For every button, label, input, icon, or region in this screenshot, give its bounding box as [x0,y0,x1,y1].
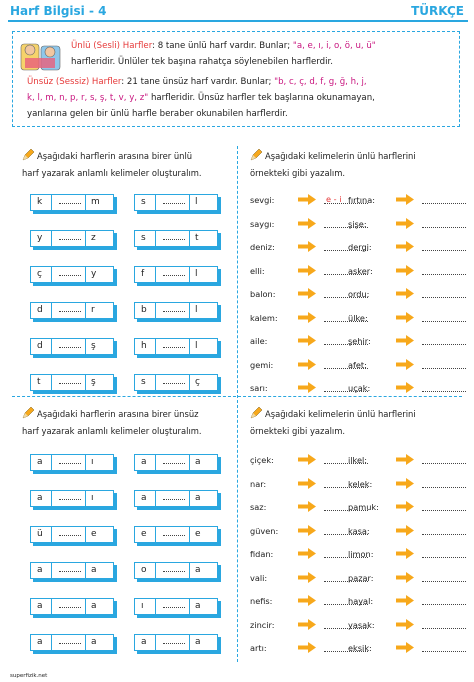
tile-separator [189,231,190,246]
tile-letter-right: e [195,529,201,539]
info-line-4: k, l, m, n, p, r, s, ş, t, v, y, z" harfleridir. Ünsüz harfler tek başlarına okunamayan, [27,93,375,103]
tile-letter-left: d [37,305,43,315]
pencil-icon [22,407,34,419]
word-label: ilkel: [348,455,368,465]
answer-blank[interactable] [422,297,466,298]
tile-separator [155,455,156,470]
word-row [348,526,468,540]
tile-separator [189,303,190,318]
tile-letter-right: z [91,233,96,243]
pencil-icon [22,149,34,161]
answer-blank[interactable] [422,250,466,251]
word-row [348,242,468,256]
word-row [348,336,468,350]
word-row [348,266,468,280]
tile-letter-right: ı [91,493,94,503]
arrow-right-icon [396,265,414,276]
tile-separator [189,527,190,542]
tile-letter-left: h [141,341,147,351]
tile-blank-input[interactable] [59,463,81,464]
letter-tile[interactable] [134,454,218,471]
tile-separator [155,195,156,210]
letter-tile[interactable] [30,194,114,211]
answer-blank[interactable] [422,321,466,322]
arrow-right-icon [298,595,316,606]
word-label: pamuk: [348,502,379,512]
tile-blank-input[interactable] [163,347,185,348]
tile-letter-left: t [37,377,41,387]
tile-blank-input[interactable] [59,499,81,500]
tile-letter-left: y [37,233,43,243]
word-label: balon: [250,289,276,299]
arrow-right-icon [396,382,414,393]
tile-blank-input[interactable] [59,239,81,240]
arrow-right-icon [396,572,414,583]
tile-separator [155,527,156,542]
arrow-right-icon [298,265,316,276]
arrow-right-icon [396,595,414,606]
arrow-right-icon [298,312,316,323]
tile-separator [51,231,52,246]
tile-blank-input[interactable] [59,347,81,348]
word-row [348,549,468,563]
word-label: ordu: [348,289,370,299]
letter-tile[interactable] [134,526,218,543]
tile-letter-left: s [141,197,146,207]
tile-separator [51,455,52,470]
tile-letter-left: a [37,457,43,467]
tile-letter-left: f [141,269,145,279]
info-line-3: Ünsüz (Sessiz) Harfler: 21 tane ünsüz harf vardır. Bunlar; "b, c, ç, d, f, g, ğ, h, j, [27,77,367,87]
tile-letter-right: t [195,233,199,243]
letter-tile[interactable] [30,490,114,507]
tile-letter-right: l [195,305,198,315]
tile-letter-right: m [91,197,100,207]
answer-blank[interactable] [422,274,466,275]
letter-tile[interactable] [30,230,114,247]
word-label: kelek: [348,478,373,489]
footer-site: superfizik.net [10,673,48,679]
q1-instruction: Aşağıdaki harflerin arasına birer ünlü harf yazarak anlamlı kelimeler oluşturalım. [22,151,202,178]
tile-letter-right: a [195,457,201,467]
tile-blank-input[interactable] [59,607,81,608]
letter-tile[interactable] [134,230,218,247]
tile-letter-left: ç [37,269,42,279]
tile-separator [85,339,86,354]
letter-tile[interactable] [134,302,218,319]
arrow-right-icon [396,218,414,229]
tile-separator [51,527,52,542]
tile-letter-right: ş [91,377,96,387]
info-box [12,31,460,127]
tile-blank-input[interactable] [163,275,185,276]
tile-separator [155,491,156,506]
answer-blank[interactable] [422,604,466,605]
letter-tile[interactable] [30,562,114,579]
tile-letter-right: ç [195,377,200,387]
word-label: eksik: [348,643,372,653]
arrow-right-icon [298,335,316,346]
tile-separator [85,491,86,506]
word-row [348,455,468,469]
arrow-right-icon [396,619,414,630]
tile-separator [155,303,156,318]
tile-blank-input[interactable] [163,239,185,240]
tile-separator [51,635,52,650]
word-row [348,313,468,327]
arrow-right-icon [298,359,316,370]
tile-letter-right: y [91,269,97,279]
word-row [348,219,468,233]
word-label: gemi: [250,359,274,370]
answer-blank[interactable] [422,368,466,369]
tile-letter-right: a [195,637,201,647]
tile-separator [189,195,190,210]
word-label: uçak: [348,383,371,393]
letter-tile[interactable] [30,338,114,355]
word-row [348,383,468,397]
tile-separator [51,303,52,318]
arrow-right-icon [298,525,316,536]
tile-letter-right: a [195,493,201,503]
letter-tile[interactable] [134,562,218,579]
letter-tile[interactable] [30,526,114,543]
arrow-right-icon [298,218,316,229]
word-label: artı: [250,643,267,653]
tile-separator [85,267,86,282]
tile-blank-input[interactable] [59,571,81,572]
arrow-right-icon [396,288,414,299]
tile-separator [189,491,190,506]
tile-letter-right: a [91,637,97,647]
arrow-right-icon [298,454,316,465]
letter-tile[interactable] [134,194,218,211]
arrow-right-icon [298,241,316,252]
tile-letter-right: l [195,197,198,207]
word-label: saygı: [250,218,275,229]
answer-blank[interactable] [422,534,466,535]
word-label: asker: [348,265,373,276]
tile-separator [189,455,190,470]
tile-letter-right: l [195,269,198,279]
arrow-right-icon [396,525,414,536]
pencil-icon [250,149,262,161]
arrow-right-icon [396,359,414,370]
tile-separator [155,231,156,246]
tile-separator [51,375,52,390]
letter-tile[interactable] [134,490,218,507]
word-label: güven: [250,525,279,536]
tile-letter-left: k [37,197,43,207]
letter-tile[interactable] [30,634,114,651]
arrow-right-icon [396,335,414,346]
tile-separator [85,563,86,578]
tile-letter-right: a [195,565,201,575]
word-row [348,289,468,303]
letter-tile[interactable] [30,266,114,283]
tile-blank-input[interactable] [59,275,81,276]
tile-separator [51,491,52,506]
letter-tile[interactable] [134,374,218,391]
arrow-right-icon [298,382,316,393]
word-row [348,502,468,516]
word-label: şişe: [348,218,367,229]
letter-tile[interactable] [134,634,218,651]
letter-tile[interactable] [30,302,114,319]
word-label: ülke: [348,312,368,323]
word-label: pazar: [348,572,374,583]
word-label: fırtına: [348,195,375,205]
tile-letter-left: a [141,457,147,467]
arrow-right-icon [396,241,414,252]
word-label: çiçek: [250,455,274,465]
word-row [348,596,468,610]
tile-separator [155,267,156,282]
word-label: aile: [250,336,268,346]
tile-blank-input[interactable] [163,463,185,464]
letter-tile[interactable] [134,266,218,283]
page-header [8,2,468,22]
word-row [348,360,468,374]
word-label: elli: [250,265,265,276]
tile-separator [85,231,86,246]
tile-letter-left: b [141,305,147,315]
q2-instruction: Aşağıdaki kelimelerin ünlü harflerini örnekteki gibi yazalım. [250,151,416,178]
page-title: Harf Bilgisi - 4 [10,4,107,18]
word-label: fidan: [250,549,274,559]
answer-blank[interactable] [422,487,466,488]
word-label: saz: [250,502,267,512]
tile-letter-left: a [141,637,147,647]
tile-letter-right: a [91,601,97,611]
arrow-right-icon [298,501,316,512]
word-label: şehir: [348,336,371,346]
word-label: sarı: [250,383,268,393]
tile-separator [85,635,86,650]
arrow-right-icon [298,194,316,205]
tile-separator [51,339,52,354]
tile-letter-right: ı [91,457,94,467]
tile-letter-left: s [141,377,146,387]
tile-letter-right: l [195,341,198,351]
tile-separator [51,599,52,614]
word-label: zincir: [250,619,275,630]
answer-blank[interactable] [422,344,466,345]
word-label: nar: [250,478,267,489]
tile-letter-right: ş [91,341,96,351]
tile-letter-left: ü [37,529,43,539]
word-label: hayal: [348,596,374,606]
q4-instruction: Aşağıdaki kelimelerin ünlü harflerini örnekteki gibi yazalım. [250,409,416,436]
tile-separator [155,563,156,578]
word-label: afet: [348,359,367,370]
tile-separator [85,527,86,542]
answer-blank[interactable] [422,463,466,464]
letter-tile[interactable] [30,374,114,391]
tile-letter-left: a [141,493,147,503]
arrow-right-icon [396,642,414,653]
word-label: dergi: [348,242,372,252]
arrow-right-icon [298,642,316,653]
tile-blank-input[interactable] [163,203,185,204]
tile-letter-left: a [37,565,43,575]
tile-separator [155,599,156,614]
subject-label: TÜRKÇE [411,4,464,18]
tile-blank-input[interactable] [59,311,81,312]
tile-separator [189,599,190,614]
tile-separator [189,563,190,578]
q3-instruction: Aşağıdaki harflerin arasına birer ünsüz harf yazarak anlamlı kelimeler oluşturalım. [22,409,202,436]
tile-separator [155,375,156,390]
tile-separator [189,635,190,650]
letter-tile[interactable] [30,598,114,615]
answer-blank[interactable] [422,651,466,652]
word-row [348,479,468,493]
example-answer: e - i [326,194,342,204]
info-line-1: Ünlü (Sesli) Harfler: 8 tane ünlü harf vardır. Bunlar; "a, e, ı, i, o, ö, u, ü" [71,41,376,51]
arrow-right-icon [396,312,414,323]
info-line-5: yanlarına gelen bir ünlü harfle beraber okunabilen harflerdir. [27,109,288,119]
arrow-right-icon [298,548,316,559]
letter-tile[interactable] [134,338,218,355]
tile-letter-right: a [195,601,201,611]
tile-blank-input[interactable] [163,607,185,608]
tile-separator [51,563,52,578]
tile-blank-input[interactable] [163,535,185,536]
tile-separator [85,375,86,390]
word-row [348,620,468,634]
tile-separator [189,267,190,282]
tile-blank-input[interactable] [163,643,185,644]
tile-letter-left: d [37,341,43,351]
word-label: kasa: [348,525,370,536]
word-label: kalem: [250,312,278,323]
arrow-right-icon [396,478,414,489]
tile-blank-input[interactable] [163,311,185,312]
tile-letter-left: a [37,493,43,503]
arrow-right-icon [298,572,316,583]
tile-letter-left: ı [141,601,144,611]
letter-tile[interactable] [134,598,218,615]
tile-blank-input[interactable] [163,571,185,572]
answer-blank[interactable] [422,391,466,392]
arrow-right-icon [396,501,414,512]
vertical-divider [237,146,238,662]
word-row [348,643,468,657]
word-label: limon: [348,549,374,559]
children-illustration-icon [19,40,63,74]
tile-letter-left: e [141,529,147,539]
tile-letter-right: e [91,529,97,539]
tile-letter-right: r [91,305,95,315]
word-label: sevgi: [250,195,275,205]
arrow-right-icon [396,548,414,559]
tile-separator [85,455,86,470]
letter-tile[interactable] [30,454,114,471]
word-label: deniz: [250,242,275,252]
info-line-2: harfleridir. Ünlüler tek başına rahatça söylenebilen harflerdir. [71,57,333,67]
tile-letter-left: s [141,233,146,243]
arrow-right-icon [298,619,316,630]
tile-separator [85,303,86,318]
tile-separator [85,599,86,614]
tile-separator [189,339,190,354]
answer-blank[interactable] [422,557,466,558]
tile-blank-input[interactable] [59,383,81,384]
arrow-right-icon [396,194,414,205]
tile-separator [51,195,52,210]
answer-blank[interactable] [422,227,466,228]
tile-letter-left: a [37,637,43,647]
answer-blank[interactable] [422,510,466,511]
tile-blank-input[interactable] [59,643,81,644]
tile-separator [51,267,52,282]
tile-separator [85,195,86,210]
tile-letter-left: a [37,601,43,611]
tile-blank-input[interactable] [163,499,185,500]
tile-separator [155,339,156,354]
word-row [348,573,468,587]
tile-letter-right: a [91,565,97,575]
arrow-right-icon [298,288,316,299]
word-label: nefis: [250,596,273,606]
pencil-icon [250,407,262,419]
tile-separator [189,375,190,390]
arrow-right-icon [298,478,316,489]
word-label: yasak: [348,619,375,630]
tile-separator [155,635,156,650]
tile-letter-left: o [141,565,147,575]
tile-blank-input[interactable] [163,383,185,384]
tile-blank-input[interactable] [59,203,81,204]
word-label: vali: [250,572,268,583]
word-row [348,195,468,209]
answer-blank[interactable] [422,203,466,204]
answer-blank[interactable] [422,581,466,582]
arrow-right-icon [396,454,414,465]
answer-blank[interactable] [422,628,466,629]
tile-blank-input[interactable] [59,535,81,536]
